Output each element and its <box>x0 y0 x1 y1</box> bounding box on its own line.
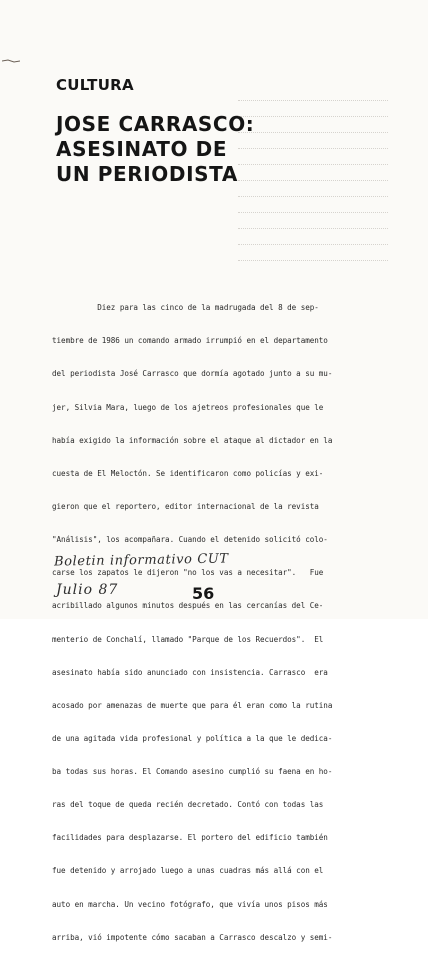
body-line: ba todas sus horas. El Comando asesino cumplió su faena en ho- <box>52 767 333 777</box>
bleed-through-text <box>238 96 388 276</box>
body-line: arriba, vió impotente cómo sacaban a Carrasco descalzo y semi- <box>52 932 333 942</box>
body-line: menterio de Conchalí, llamado "Parque de los Recuerdos". El <box>52 634 324 644</box>
section-label: CULTURA <box>56 76 134 94</box>
body-line: cuesta de El Meloctón. Se identificaron como policías y exi- <box>52 468 324 478</box>
body-line: acosado por amenazas de muerte que para él eran como la rutina <box>52 700 333 710</box>
page-number: 56 <box>192 584 215 603</box>
body-line: había exigido la información sobre el ataque al dictador en la <box>52 435 333 445</box>
title-line: ASESINATO DE <box>56 137 228 161</box>
article-title <box>56 112 254 187</box>
body-line: facilidades para desplazarse. El portero del edificio también <box>52 833 328 843</box>
body-line: acribillado algunos minutos después en las cercanías del Ce- <box>52 601 324 611</box>
handwritten-date-note: Julio 87 <box>56 582 119 598</box>
margin-mark <box>2 58 20 64</box>
body-line: Diez para las cinco de la madrugada del 8 de sep- <box>52 303 319 313</box>
title-line: JOSE CARRASCO: <box>56 112 255 136</box>
body-line: gieron que el reportero, editor internacional de la revista <box>52 501 319 511</box>
body-line: auto en marcha. Un vecino fotógrafo, que vivía unos pisos más <box>52 899 328 909</box>
title-line: UN PERIODISTA <box>56 162 238 186</box>
body-line: ras del toque de queda recién decretado. Contó con todas las <box>52 800 324 810</box>
body-line: fue detenido y arrojado luego a unas cuadras más allá con el <box>52 866 324 876</box>
body-line: del periodista José Carrasco que dormía agotado junto a su mu- <box>52 369 333 379</box>
body-line: de una agitada vida profesional y política a la que le dedica- <box>52 733 333 743</box>
handwritten-source-note: Boletin informativo CUT <box>53 551 229 570</box>
body-line: "Análisis", los acompañara. Cuando el detenido solicitó colo- <box>52 535 328 545</box>
article-body <box>52 280 374 965</box>
body-line: asesinato había sido anunciado con insistencia. Carrasco era <box>52 667 328 677</box>
body-line: carse los zapatos le dijeron "no los vas a necesitar". Fue <box>52 568 324 578</box>
body-line: tiembre de 1986 un comando armado irrumpió en el departamento <box>52 336 328 346</box>
body-line: jer, Silvia Mara, luego de los ajetreos profesionales que le <box>52 402 324 412</box>
